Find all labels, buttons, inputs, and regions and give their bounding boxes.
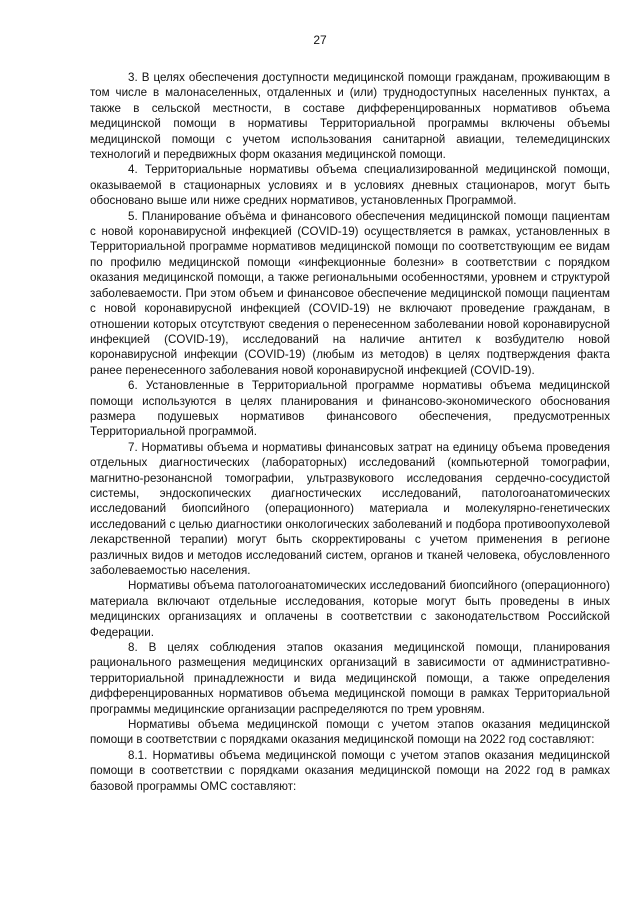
paragraph-7-note: Нормативы объема патологоанатомических исследований биопсийного (операционного) материала включают отдельные исследования, которые могут быть проведены в иных медицинских организациях и оплачены в соответствии с законодательством Российской Федерации. bbox=[90, 579, 610, 639]
document-body bbox=[90, 70, 610, 794]
paragraph-8-1: 8.1. Нормативы объема медицинской помощи с учетом этапов оказания медицинской помощи в соответствии с порядками оказания медицинской помощи на 2022 год в рамках базовой программы ОМС составляют: bbox=[90, 748, 610, 793]
paragraph-8-intro: Нормативы объема медицинской помощи с учетом этапов оказания медицинской помощи в соответствии с порядками оказания медицинской помощи на 2022 год составляют: bbox=[90, 718, 610, 747]
paragraph-8: 8. В целях соблюдения этапов оказания медицинской помощи, планирования рационального размещения медицинских организаций в зависимости от административно-территориальной принадлежности и вида медицинской помощи, а также определения дифференцированных нормативов объема медицинской помощи в рамках Территориальной программы медицинские организации распределяются по трем уровням. bbox=[90, 641, 610, 716]
paragraph-3: 3. В целях обеспечения доступности медицинской помощи гражданам, проживающим в том числе в малонаселенных, отдаленных и (или) труднодоступных населенных пунктах, а также в сельской местности, в составе дифференцированных нормативов объема медицинской помощи в нормативы Территориальной программы включены объемы медицинской помощи с учетом использования санитарной авиации, телемедицинских технологий и передвижных форм оказания медицинской помощи. bbox=[90, 71, 610, 162]
paragraph-6: 6. Установленные в Территориальной программе нормативы объема медицинской помощи используются в целях планирования и финансово-экономического обоснования размера подушевых нормативов финансового обеспечения, предусмотренных Территориальной программой. bbox=[90, 379, 610, 439]
paragraph-4: 4. Территориальные нормативы объема специализированной медицинской помощи, оказываемой в стационарных условиях и в условиях дневных стационаров, могут быть обосновано выше или ниже средних нормативов, установленных Программой. bbox=[90, 163, 610, 208]
page-number: 27 bbox=[313, 33, 327, 47]
paragraph-7: 7. Нормативы объема и нормативы финансовых затрат на единицу объема проведения отдельных диагностических (лабораторных) исследований (компьютерной томографии, магнитно-резонансной томографии, ультразвукового исследования сердечно-сосудистой системы, эндоскопических диагностических исследований, патологоанатомических исследований биопсийного (операционного) материала и молекулярно-генетических исследований с целью диагностики онкологических заболеваний и подбора противоопухолевой лекарственной терапии) могут быть скорректированы с учетом применения в регионе различных видов и методов исследований систем, органов и тканей человека, обусловленного заболеваемостью населения. bbox=[90, 440, 610, 577]
paragraph-5: 5. Планирование объёма и финансового обеспечения медицинской помощи пациентам с новой коронавирусной инфекцией (COVID-19) осуществляется в рамках, установленных в Территориальной программе нормативов медицинской помощи по соответствующим ее видам по профилю медицинской помощи «инфекционные болезни» в соответствии с порядком оказания медицинской помощи, а также региональными особенностями, уровнем и структурой заболеваемости. При этом объем и финансовое обеспечение медицинской помощи пациентам с новой коронавирусной инфекцией (COVID-19) не включают проведение гражданам, в отношении которых отсутствуют сведения о перенесенном заболевании новой коронавирусной инфекцией (COVID-19), исследований на наличие антител к возбудителю новой коронавирусной инфекции (COVID-19) (любым из методов) в целях подтверждения факта ранее перенесенного заболевания новой коронавирусной инфекцией (COVID-19). bbox=[90, 209, 610, 377]
